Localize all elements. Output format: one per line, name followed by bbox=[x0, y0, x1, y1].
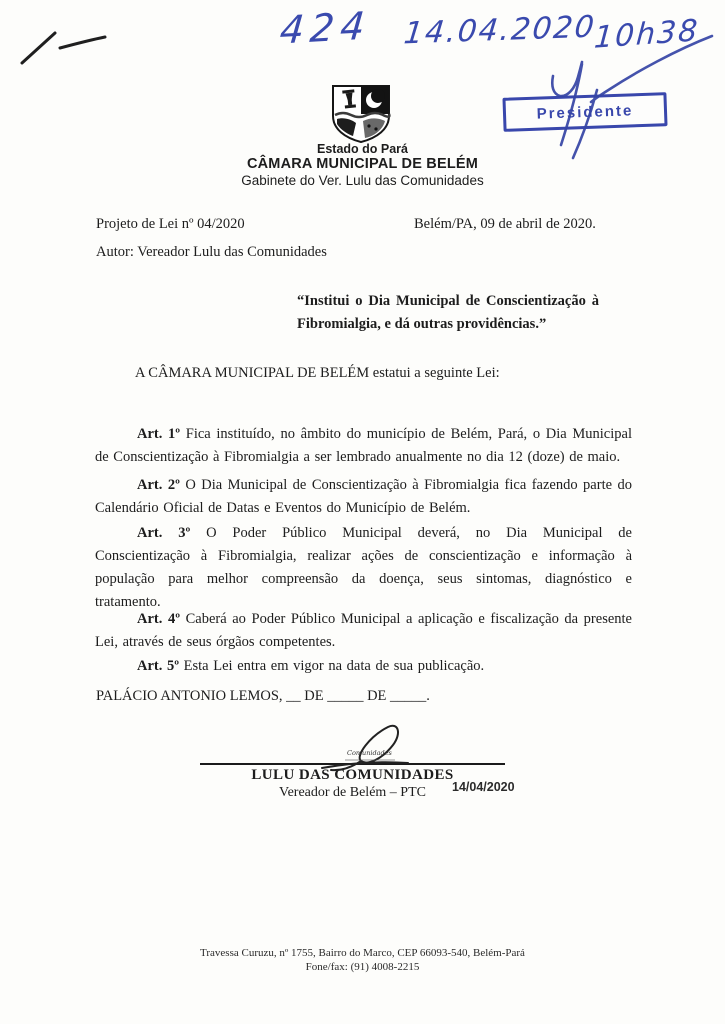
letterhead-state: Estado do Pará bbox=[317, 142, 408, 156]
letterhead-office: Gabinete do Ver. Lulu das Comunidades bbox=[241, 173, 484, 189]
article-5-text: Esta Lei entra em vigor na data de sua publicação. bbox=[179, 657, 485, 674]
place-date: Belém/PA, 09 de abril de 2020. bbox=[414, 216, 596, 232]
article-5-label: Art. 5º bbox=[137, 657, 180, 674]
closing-line: PALÁCIO ANTONIO LEMOS, __ DE _____ DE _____. bbox=[96, 688, 430, 704]
article-1 bbox=[95, 423, 632, 469]
presidente-stamp bbox=[502, 92, 667, 132]
article-1-label: Art. 1º bbox=[137, 425, 181, 442]
signatory-name: LULU DAS COMUNIDADES bbox=[251, 767, 454, 783]
article-4-label: Art. 4º bbox=[137, 610, 180, 627]
signatory-role: Vereador de Belém – PTC bbox=[279, 785, 426, 800]
signature-date: 14/04/2020 bbox=[452, 780, 515, 794]
handwritten-protocol-date: 14.04.2020 bbox=[402, 9, 598, 52]
signature-line bbox=[200, 763, 505, 765]
article-3-text: O Poder Público Municipal deverá, no Dia Municipal de Conscientização à Fibromialgia, realizar ações de conscientização e informação à população para melhor compreensão da doença, seus sintomas, diagnóstico e tratamento. bbox=[95, 524, 632, 610]
enactment-formula: A CÂMARA MUNICIPAL DE BELÉM estatui a seguinte Lei: bbox=[135, 365, 500, 381]
article-1-text: Fica instituído, no âmbito do município de Belém, Pará, o Dia Municipal de Conscientização à Fibromialgia a ser lembrado anualmente no dia 12 (doze) de maio. bbox=[95, 425, 632, 465]
letterhead bbox=[0, 142, 725, 189]
topleft-pen-mark bbox=[22, 33, 105, 63]
handwritten-protocol-time: 10h38 bbox=[592, 13, 701, 56]
author-line: Autor: Vereador Lulu das Comunidades bbox=[96, 244, 327, 260]
presidente-stamp-label: Presidente bbox=[536, 101, 634, 123]
footer bbox=[0, 946, 725, 974]
epigraph: “Institui o Dia Municipal de Conscientização à Fibromialgia, e dá outras providências.” bbox=[297, 293, 599, 332]
article-5 bbox=[95, 655, 632, 678]
article-4 bbox=[95, 608, 632, 654]
article-2-label: Art. 2º bbox=[137, 476, 180, 493]
article-2-text: O Dia Municipal de Conscientização à Fibromialgia fica fazendo parte do Calendário Oficial de Datas e Eventos do Município de Belém. bbox=[95, 476, 632, 516]
handwritten-protocol-number: 424 bbox=[278, 3, 373, 53]
letterhead-chamber: CÂMARA MUNICIPAL DE BELÉM bbox=[246, 156, 479, 173]
mini-stamp-text: Comunidades bbox=[347, 749, 392, 757]
article-2 bbox=[95, 474, 632, 520]
footer-phone: Fone/fax: (91) 4008-2215 bbox=[305, 961, 420, 973]
article-3 bbox=[95, 522, 632, 614]
article-3-label: Art. 3º bbox=[137, 524, 191, 541]
belem-coat-of-arms-icon bbox=[329, 84, 393, 144]
article-4-text: Caberá ao Poder Público Municipal a aplicação e fiscalização da presente Lei, através de seus órgãos competentes. bbox=[95, 610, 632, 650]
doc-number: Projeto de Lei nº 04/2020 bbox=[96, 216, 245, 232]
footer-address: Travessa Curuzu, nº 1755, Bairro do Marco, CEP 66093-540, Belém-Pará bbox=[200, 947, 525, 959]
